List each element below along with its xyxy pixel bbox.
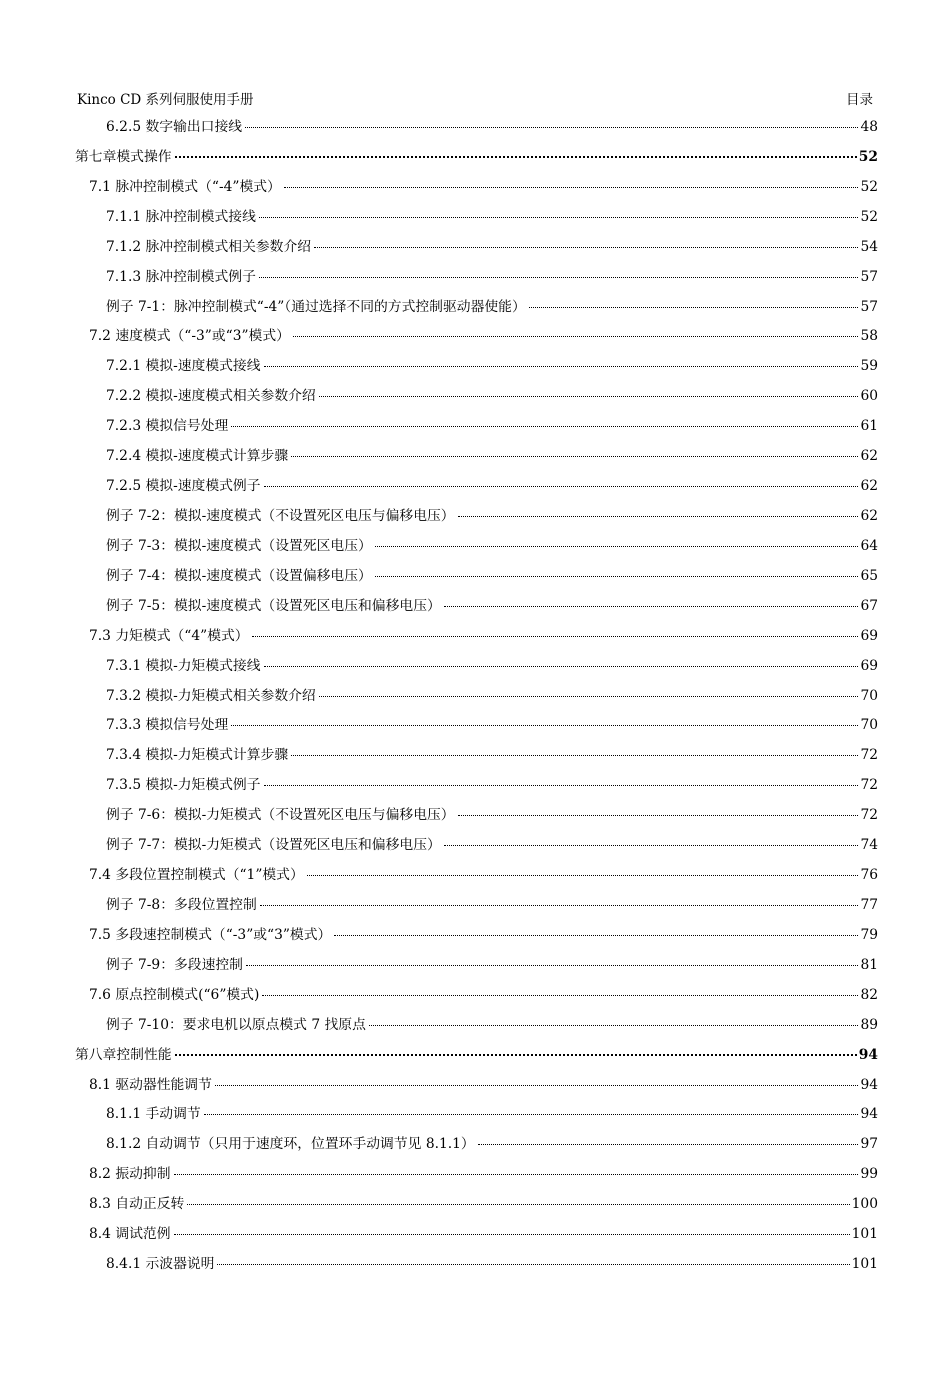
toc-entry[interactable] xyxy=(73,984,878,1014)
toc-entry-title: 6.2.5 数字输出口接线 xyxy=(106,119,243,135)
toc-entry-page: 52 xyxy=(860,178,878,195)
toc-entry-title: 7.3.1 模拟-力矩模式接线 xyxy=(106,657,261,674)
dot-leader xyxy=(375,546,859,547)
toc-entry-page: 89 xyxy=(860,1016,878,1033)
dot-leader xyxy=(187,1204,849,1205)
dot-leader xyxy=(319,396,859,397)
toc-entry-title: 7.3.3 模拟信号处理 xyxy=(106,717,229,734)
dot-leader xyxy=(215,1085,859,1086)
toc-entry[interactable] xyxy=(73,565,878,595)
dot-leader xyxy=(175,1054,857,1056)
toc-entry-page: 59 xyxy=(860,358,878,375)
toc-entry-page: 65 xyxy=(860,567,878,584)
toc-entry-title: 7.1.2 脉冲控制模式相关参数介绍 xyxy=(106,238,312,255)
toc-entry-page: 70 xyxy=(860,687,878,704)
toc-entry[interactable] xyxy=(73,894,878,924)
toc-entry-title: 例子 7-7：模拟-力矩模式（设置死区电压和偏移电压） xyxy=(106,837,441,854)
toc-entry-title: 8.3 自动正反转 xyxy=(89,1196,185,1213)
toc-entry[interactable] xyxy=(73,266,878,296)
toc-entry[interactable] xyxy=(73,1223,878,1253)
toc-entry[interactable] xyxy=(73,714,878,744)
toc-entry[interactable] xyxy=(73,685,878,715)
toc-entry-title: 7.3.5 模拟-力矩模式例子 xyxy=(106,777,261,794)
toc-entry-title: 8.4.1 示波器说明 xyxy=(106,1256,215,1273)
toc-entry-title: 7.2.5 模拟-速度模式例子 xyxy=(106,478,261,495)
toc-entry[interactable] xyxy=(73,1163,878,1193)
toc-entry[interactable] xyxy=(73,1193,878,1223)
toc-entry-page: 94 xyxy=(860,1076,878,1093)
toc-entry[interactable] xyxy=(73,325,878,355)
toc-entry[interactable] xyxy=(73,1074,878,1104)
dot-leader xyxy=(444,606,859,607)
dot-leader xyxy=(291,755,858,756)
toc-entry-title: 例子 7-4：模拟-速度模式（设置偏移电压） xyxy=(106,567,372,584)
section-label: 目录 xyxy=(846,92,873,108)
toc-entry-title: 7.6 原点控制模式(“6”模式) xyxy=(89,986,260,1003)
dot-leader xyxy=(259,277,859,278)
dot-leader xyxy=(314,247,858,248)
toc-entry-page: 74 xyxy=(860,837,878,854)
toc-entry-title: 例子 7-8：多段位置控制 xyxy=(106,896,257,913)
dot-leader xyxy=(204,1114,859,1115)
dot-leader xyxy=(245,127,858,128)
toc-entry[interactable] xyxy=(73,1044,878,1074)
toc-entry-title: 例子 7-1：脉冲控制模式“-4”（通过选择不同的方式控制驱动器使能） xyxy=(106,298,526,315)
toc-entry-title: 7.5 多段速控制模式（“-3”或“3”模式） xyxy=(89,926,332,943)
dot-leader xyxy=(252,636,859,637)
toc-entry[interactable] xyxy=(73,385,878,415)
toc-entry-title: 7.1.1 脉冲控制模式接线 xyxy=(106,208,256,225)
toc-entry[interactable] xyxy=(73,505,878,535)
toc-entry[interactable] xyxy=(73,475,878,505)
toc-entry[interactable] xyxy=(73,355,878,385)
toc-entry[interactable] xyxy=(73,296,878,326)
toc-entry-title: 7.2.3 模拟信号处理 xyxy=(106,418,229,435)
toc-entry-page: 94 xyxy=(860,1106,878,1123)
dot-leader xyxy=(217,1264,849,1265)
toc-entry-title: 7.1 脉冲控制模式（“-4”模式） xyxy=(89,178,281,195)
toc-entry-page: 76 xyxy=(860,867,878,884)
toc-entry[interactable] xyxy=(73,176,878,206)
toc-entry-title: 例子 7-10：要求电机以原点模式 7 找原点 xyxy=(106,1016,366,1033)
dot-leader xyxy=(307,875,859,876)
toc-entry[interactable] xyxy=(73,1253,878,1283)
dot-leader xyxy=(458,815,859,816)
toc-entry-page: 70 xyxy=(860,717,878,734)
dot-leader xyxy=(231,725,858,726)
dot-leader xyxy=(284,187,859,188)
toc-entry-page: 60 xyxy=(860,388,878,405)
toc-entry-page: 82 xyxy=(860,986,878,1003)
toc-entry[interactable] xyxy=(73,415,878,445)
toc-entry-page: 72 xyxy=(860,807,878,824)
dot-leader xyxy=(260,905,859,906)
toc-entry-title: 例子 7-5：模拟-速度模式（设置死区电压和偏移电压） xyxy=(106,597,441,614)
toc-entry[interactable] xyxy=(73,146,878,176)
toc-entry[interactable] xyxy=(73,1133,878,1163)
dot-leader xyxy=(264,486,859,487)
toc-entry-page: 54 xyxy=(860,238,878,255)
toc-entry[interactable] xyxy=(73,116,878,146)
toc-entry-title: 7.2 速度模式（“-3”或“3”模式） xyxy=(89,328,290,345)
toc-entry-page: 81 xyxy=(860,956,878,973)
toc-entry-page: 69 xyxy=(860,627,878,644)
toc-entry[interactable] xyxy=(73,595,878,625)
dot-leader xyxy=(231,426,858,427)
dot-leader xyxy=(334,935,858,936)
toc-entry-title: 第八章控制性能 xyxy=(75,1046,172,1063)
toc-entry[interactable] xyxy=(73,804,878,834)
dot-leader xyxy=(478,1144,859,1145)
toc-entry-page: 57 xyxy=(860,268,878,285)
toc-entry-title: 7.3.4 模拟-力矩模式计算步骤 xyxy=(106,747,289,764)
table-of-contents xyxy=(73,116,878,1283)
toc-entry-page: 64 xyxy=(860,537,878,554)
toc-entry-page: 62 xyxy=(860,507,878,524)
toc-entry[interactable] xyxy=(73,774,878,804)
toc-entry-title: 8.1 驱动器性能调节 xyxy=(89,1076,212,1093)
toc-entry-title: 7.3 力矩模式（“4”模式） xyxy=(89,627,249,644)
toc-entry[interactable] xyxy=(73,1014,878,1044)
dot-leader xyxy=(174,1174,859,1175)
toc-entry[interactable] xyxy=(73,954,878,984)
dot-leader xyxy=(264,785,859,786)
dot-leader xyxy=(529,307,859,308)
dot-leader xyxy=(264,666,859,667)
toc-entry-title: 7.2.2 模拟-速度模式相关参数介绍 xyxy=(106,388,316,405)
toc-entry[interactable] xyxy=(73,206,878,236)
dot-leader xyxy=(293,336,859,337)
toc-entry[interactable] xyxy=(73,445,878,475)
dot-leader xyxy=(262,995,858,996)
toc-entry-page: 72 xyxy=(860,777,878,794)
toc-entry-page: 61 xyxy=(860,418,878,435)
toc-entry-title: 8.4 调试范例 xyxy=(89,1226,171,1243)
toc-entry-title: 7.2.4 模拟-速度模式计算步骤 xyxy=(106,448,289,465)
dot-leader xyxy=(291,456,858,457)
dot-leader xyxy=(369,1025,859,1026)
toc-entry-page: 69 xyxy=(860,657,878,674)
toc-entry-page: 72 xyxy=(860,747,878,764)
toc-entry-page: 52 xyxy=(858,148,878,165)
toc-entry-title: 7.1.3 脉冲控制模式例子 xyxy=(106,268,256,285)
toc-entry[interactable] xyxy=(73,236,878,266)
toc-entry-title: 7.4 多段位置控制模式（“1”模式） xyxy=(89,867,304,884)
toc-entry[interactable] xyxy=(73,924,878,954)
toc-entry[interactable] xyxy=(73,625,878,655)
manual-title: Kinco CD 系列伺服使用手册 xyxy=(77,92,254,108)
toc-entry-title: 例子 7-6：模拟-力矩模式（不设置死区电压与偏移电压） xyxy=(106,807,455,824)
toc-entry-page: 77 xyxy=(860,896,878,913)
toc-entry-page: 62 xyxy=(860,478,878,495)
toc-entry-page: 100 xyxy=(851,1196,878,1213)
toc-entry-title: 例子 7-3：模拟-速度模式（设置死区电压） xyxy=(106,537,372,554)
dot-leader xyxy=(375,576,859,577)
toc-entry-page: 48 xyxy=(860,119,878,135)
toc-entry-title: 8.1.1 手动调节 xyxy=(106,1106,201,1123)
toc-entry-page: 97 xyxy=(860,1136,878,1153)
toc-entry-page: 58 xyxy=(860,328,878,345)
toc-entry-page: 94 xyxy=(858,1046,878,1063)
dot-leader xyxy=(444,845,859,846)
toc-entry-page: 57 xyxy=(860,298,878,315)
dot-leader xyxy=(174,1234,850,1235)
toc-entry-title: 8.2 振动抑制 xyxy=(89,1166,171,1183)
toc-entry-title: 例子 7-9：多段速控制 xyxy=(106,956,243,973)
toc-entry[interactable] xyxy=(73,655,878,685)
toc-entry-title: 8.1.2 自动调节（只用于速度环，位置环手动调节见 8.1.1） xyxy=(106,1136,475,1153)
dot-leader xyxy=(259,217,859,218)
toc-entry-page: 79 xyxy=(860,926,878,943)
dot-leader xyxy=(319,696,859,697)
page-header xyxy=(77,88,873,108)
toc-entry-page: 99 xyxy=(860,1166,878,1183)
toc-entry-page: 62 xyxy=(860,448,878,465)
dot-leader xyxy=(175,156,857,158)
toc-entry[interactable] xyxy=(73,834,878,864)
toc-entry-page: 101 xyxy=(851,1226,878,1243)
toc-entry-title: 7.2.1 模拟-速度模式接线 xyxy=(106,358,261,375)
toc-entry[interactable] xyxy=(73,864,878,894)
dot-leader xyxy=(264,366,859,367)
toc-entry-page: 67 xyxy=(860,597,878,614)
dot-leader xyxy=(246,965,858,966)
toc-entry-page: 52 xyxy=(860,208,878,225)
toc-entry[interactable] xyxy=(73,744,878,774)
dot-leader xyxy=(458,516,859,517)
toc-entry-page: 101 xyxy=(851,1256,878,1273)
toc-entry-title: 例子 7-2：模拟-速度模式（不设置死区电压与偏移电压） xyxy=(106,507,455,524)
toc-entry[interactable] xyxy=(73,1103,878,1133)
toc-entry-title: 7.3.2 模拟-力矩模式相关参数介绍 xyxy=(106,687,316,704)
toc-entry[interactable] xyxy=(73,535,878,565)
toc-entry-title: 第七章模式操作 xyxy=(75,148,172,165)
